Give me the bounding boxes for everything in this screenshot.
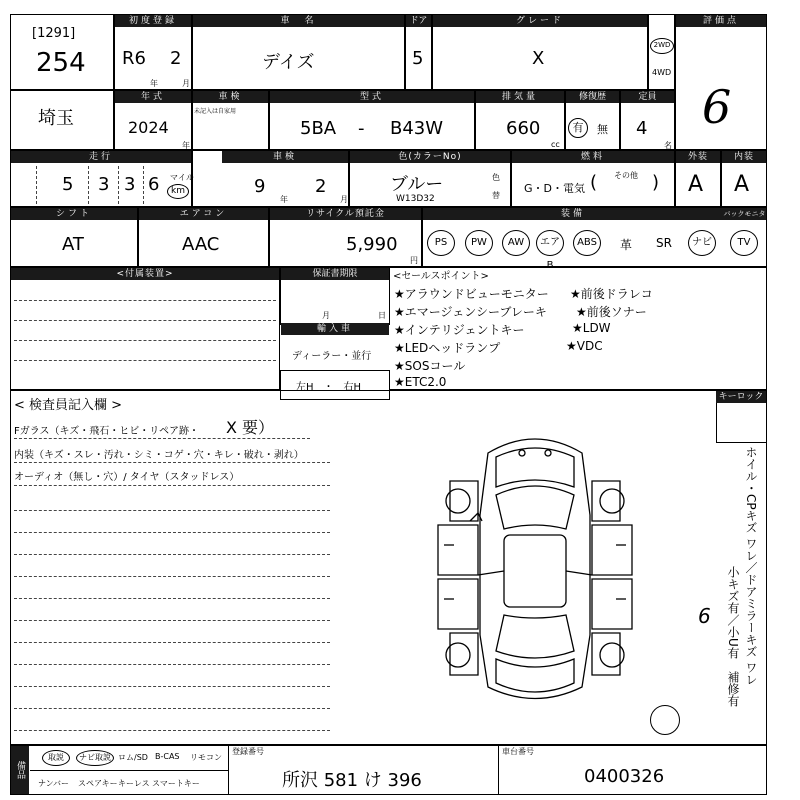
exterior-label: 外装 [676, 151, 720, 163]
model-year-label: 年式 [115, 91, 191, 103]
displacement: 660 [506, 118, 541, 139]
footer-number: ナンバー [38, 779, 70, 788]
first-reg-era: R6 [122, 48, 146, 69]
footer-manual: 取説 [48, 753, 64, 762]
model-label: 型式 [270, 91, 474, 103]
inspector-line-1-mark: X 要） [226, 418, 275, 437]
mileage-label: 走行 [11, 151, 191, 163]
displacement-label: 排気量 [476, 91, 564, 103]
mileage-divider-3 [118, 166, 119, 204]
roof [504, 535, 566, 607]
inspector-dash-line-7 [14, 664, 330, 665]
recycle-yen: 円 [410, 256, 418, 265]
footer-smart-key: スマートキー [152, 779, 200, 788]
model-year-unit: 年 [182, 141, 190, 150]
inspection-label: 車検 [193, 91, 268, 103]
extras-line-3 [14, 340, 276, 341]
model-dash: - [358, 118, 365, 139]
inspector-line-2: 内装（キズ・スレ・汚れ・シミ・コゲ・穴・キレ・破れ・剥れ） [14, 450, 304, 461]
handle: 左H ・ 右H [296, 382, 362, 393]
front-emblem-2 [545, 450, 551, 456]
capacity: 4 [636, 118, 648, 139]
windshield [496, 486, 574, 529]
sales-point-left-3: ★LEDヘッドランプ [394, 341, 501, 355]
dealer: ディーラー・並行 [292, 351, 372, 362]
right-rear-fender [592, 633, 620, 675]
km-circle [167, 184, 189, 199]
doors-label: ドア [406, 15, 431, 27]
extras-line-2 [14, 320, 276, 321]
spare-tire-circle [650, 705, 680, 735]
footer-bcas: B-CAS [155, 752, 180, 761]
drive-4wd: 4WD [652, 68, 672, 77]
fuel-other: その他 [614, 171, 638, 180]
pillar-right [566, 571, 592, 575]
displacement-unit: cc [551, 140, 560, 149]
shift-label: シフト [11, 208, 137, 220]
shift: AT [62, 234, 84, 255]
recycle-label: リサイクル預託金 [270, 208, 421, 220]
left-front-door [438, 525, 478, 575]
color-label: 色(カラーNo) [350, 151, 510, 163]
interior-score: A [734, 172, 750, 197]
grade-value: X [532, 48, 545, 69]
footer-manual-circle [42, 750, 70, 766]
left-rear-fender [450, 633, 478, 675]
equipment-item-1: PW [465, 230, 493, 256]
first-reg-month-unit: 月 [182, 79, 190, 88]
inspector-title: < 検査員記入欄 > [14, 398, 123, 413]
inspector-dash-line-4 [14, 598, 330, 599]
score-label: 評価点 [676, 15, 766, 27]
inspector-dash-000 [14, 485, 330, 486]
mileage-divider-4 [143, 166, 144, 204]
chassis-number: 0400326 [584, 766, 665, 787]
fuel-options: G・D・電気 [524, 182, 585, 195]
mileage-divider-1 [36, 166, 37, 204]
warranty-month: 月 [322, 311, 330, 320]
remarks-column [716, 403, 767, 443]
color-change-2: 替 [492, 191, 500, 200]
footer-spare-key: スペアキー [78, 779, 118, 788]
hood [496, 448, 574, 487]
car-diagram [430, 425, 640, 715]
footer-side-label: 備品 [11, 746, 29, 794]
remarks-vertical-2: 小キズ有／小U有 補修有 [726, 566, 740, 707]
mile-unit: マイル [170, 173, 194, 182]
history-yes: 有 [572, 121, 584, 134]
footer-div-1 [228, 745, 229, 795]
equipment-item-7: ナビ [688, 230, 716, 256]
interior-label: 内装 [722, 151, 766, 163]
recycle: 5,990 [346, 234, 398, 255]
car-name-label: 車 名 [193, 15, 404, 27]
equipment-item-0: PS [427, 230, 455, 256]
car-name: デイズ [262, 52, 315, 73]
shaken-label: 車検 [222, 151, 348, 163]
sales-point-right-1: ★前後ソナー [576, 305, 647, 319]
right-rear-door [592, 579, 632, 629]
capacity-label: 定員 [621, 91, 674, 103]
left-front-fender [450, 481, 478, 521]
chassis-label: 車台番号 [502, 747, 534, 756]
pillar-left [478, 571, 504, 575]
inspector-dash-0 [14, 438, 310, 439]
km-unit: km [171, 186, 185, 196]
equipment-item-5: 革 [620, 238, 633, 252]
sales-point-left-5: ★ETC2.0 [394, 375, 447, 389]
inspector-box [10, 390, 767, 745]
left-rear-door [438, 579, 478, 629]
shaken-month: 2 [315, 176, 327, 197]
reg-label: 登録番号 [232, 747, 264, 756]
reg-number: 所沢 581 け 396 [282, 770, 422, 791]
footer-keyless: キーレス [118, 779, 150, 788]
color-change-1: 色 [492, 173, 500, 182]
equipment-item-2: AW [502, 230, 530, 256]
fuel-paren-close: ) [652, 172, 660, 193]
inspector-score-mark: 6 [698, 604, 711, 628]
key-lock-label: キーロック [716, 391, 766, 403]
ac-label: エアコン [139, 208, 268, 220]
footer-navi-manual: ナビ取説 [79, 753, 111, 762]
right-front-door [592, 525, 632, 575]
lot-number: 254 [36, 48, 86, 78]
extras-line-4 [14, 360, 276, 361]
warranty-label: 保証書期限 [281, 268, 389, 280]
inspection-note: 未記入は自家用 [194, 108, 237, 115]
history-no: 無 [597, 123, 608, 136]
first-reg-label: 初度登録 [115, 15, 191, 27]
history-yes-circle [568, 118, 588, 138]
extras-label: <付属装置> [11, 268, 279, 280]
trunk [496, 659, 574, 692]
fuel-paren-open: ( [590, 172, 598, 193]
right-front-fender [592, 481, 620, 521]
footer-rom: ロム/SD [118, 753, 148, 762]
extras-box [10, 267, 280, 390]
inspector-dash-line-6 [14, 642, 330, 643]
footer-remote: リモコン [190, 753, 222, 762]
equipment-item-4: ABS [573, 230, 601, 256]
drive-2wd: 2WD [653, 41, 671, 49]
color: ブルー [390, 174, 444, 195]
color-code: W13D32 [396, 194, 435, 204]
warranty-day: 日 [378, 311, 386, 320]
first-reg-month: 2 [170, 48, 182, 69]
sales-point-left-0: ★アラウンドビューモニター [394, 287, 549, 301]
sales-point-left-4: ★SOSコール [394, 359, 466, 373]
inspector-line-3: オーディオ（無し・穴）/ タイヤ（スタッドレス） [14, 472, 240, 483]
inspector-dash-line-0 [14, 510, 330, 511]
extras-line-1 [14, 300, 276, 301]
remarks-vertical-1: ホイル・CPキズ ワレ／ドアミラーキズ ワレ [744, 446, 758, 686]
mileage-digit-3: 3 [124, 174, 136, 195]
doors-value: 5 [412, 48, 424, 69]
equipment-item-8: TV [730, 230, 758, 256]
footer-navi-manual-circle [76, 750, 114, 766]
model-prefix: 5BA [300, 118, 337, 139]
shaken-year-unit: 年 [280, 195, 288, 204]
back-monitor-label: バックモニタ [723, 210, 766, 218]
inspector-dash-00 [14, 462, 330, 463]
sales-point-left-1: ★エマージェンシーブレーキ [394, 305, 547, 319]
lot-code: [1291] [32, 26, 76, 41]
ac: AAC [182, 234, 220, 255]
drive-2wd-circle [650, 38, 674, 54]
exterior-score: A [688, 172, 704, 197]
import-label: 輸入車 [281, 323, 389, 335]
inspector-dash-line-10 [14, 730, 330, 731]
first-reg-year-unit: 年 [150, 79, 158, 88]
inspector-dash-line-9 [14, 708, 330, 709]
inspector-dash-line-1 [14, 532, 330, 533]
mileage-digit-1: 5 [62, 174, 74, 195]
mileage-digit-4: 6 [148, 174, 160, 195]
footer-div-2 [498, 745, 499, 795]
inspector-line-1: Fガラス（キズ・飛石・ヒビ・リペア跡・ [14, 426, 200, 437]
mileage-digit-2: 3 [98, 174, 110, 195]
mileage-divider-2 [88, 166, 89, 204]
equipment-label: 装備 [423, 208, 723, 220]
equipment-item-6: SR [656, 236, 672, 250]
score-value: 6 [702, 80, 732, 134]
sales-label: <セールスポイント> [393, 271, 489, 282]
footer-mid-line [30, 770, 228, 771]
sales-point-right-2: ★LDW [572, 321, 611, 335]
inspector-dash-line-5 [14, 620, 330, 621]
sales-point-left-2: ★インテリジェントキー [394, 323, 525, 337]
shaken-month-unit: 月 [340, 195, 348, 204]
inspector-dash-line-2 [14, 554, 330, 555]
inspector-dash-line-3 [14, 576, 330, 577]
front-emblem [519, 450, 525, 456]
shaken-year: 9 [254, 176, 266, 197]
sales-point-right-0: ★前後ドラレコ [570, 287, 653, 301]
rear-window [496, 615, 574, 658]
equipment-item-3: エアB [536, 230, 564, 256]
inspector-dash-line-8 [14, 686, 330, 687]
sales-point-right-3: ★VDC [566, 339, 603, 353]
model-year: 2024 [128, 118, 169, 137]
region: 埼玉 [38, 108, 74, 129]
model-code: B43W [390, 118, 444, 139]
fuel-label: 燃料 [512, 151, 674, 163]
grade-label: グレード [433, 15, 647, 27]
history-label: 修復歴 [566, 91, 619, 103]
capacity-unit: 名 [664, 141, 672, 150]
